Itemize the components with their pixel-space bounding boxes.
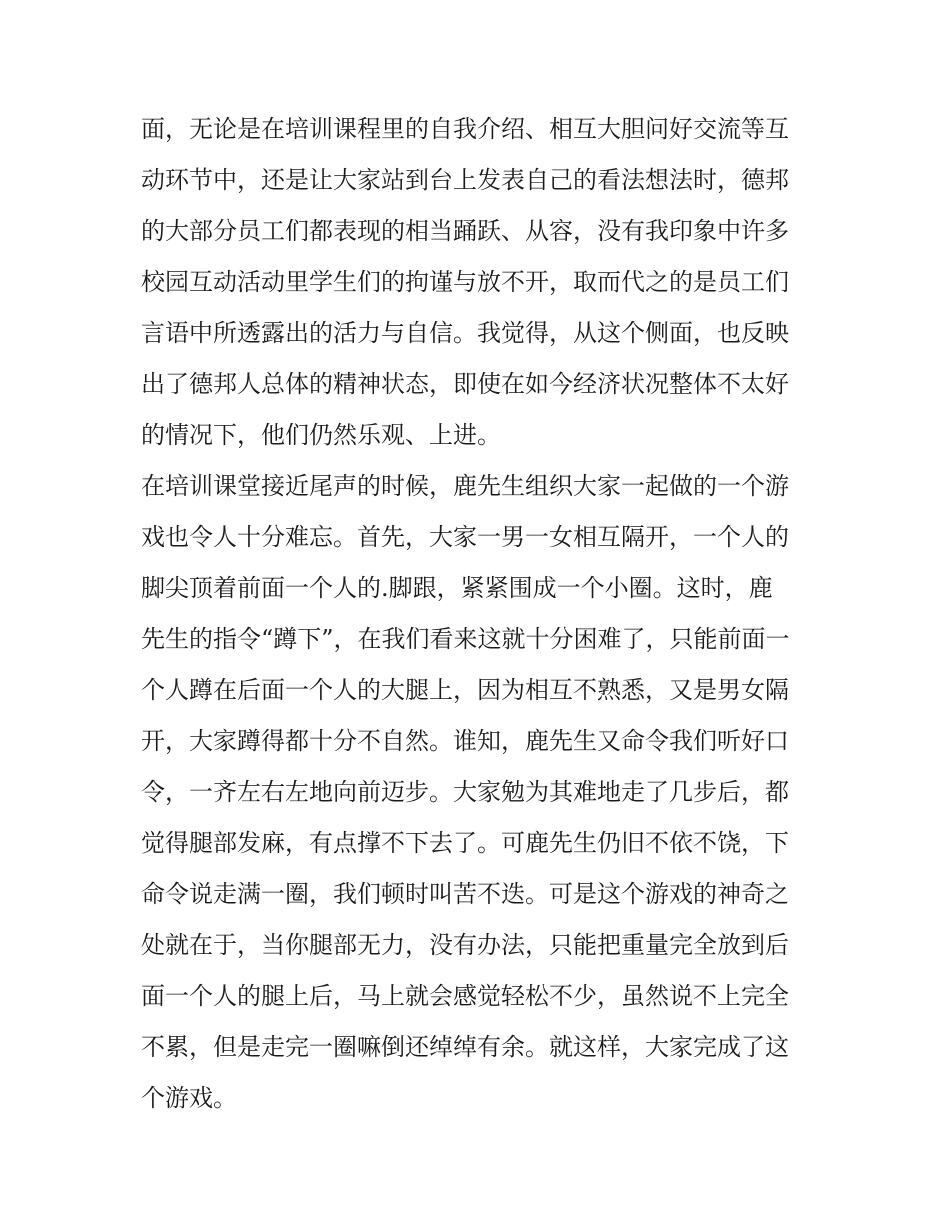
text-line: 脚尖顶着前面一个人的.脚跟，紧紧围成一个小圈。这时，鹿 xyxy=(141,574,773,602)
text-line: 出了德邦人总体的精神状态，即使在如今经济状况整体不太好 xyxy=(141,370,789,398)
text-line: 命令说走满一圈，我们顿时叫苦不迭。可是这个游戏的神奇之 xyxy=(141,880,789,908)
text-line: 面一个人的腿上后，马上就会感觉轻松不少，虽然说不上完全 xyxy=(141,982,789,1010)
text-line: 戏也令人十分难忘。首先，大家一男一女相互隔开，一个人的 xyxy=(141,523,789,551)
text-line: 先生的指令“蹲下”，在我们看来这就十分困难了，只能前面一 xyxy=(141,625,790,653)
text-line: 个游戏。 xyxy=(141,1084,237,1112)
text-line: 觉得腿部发麻，有点撑不下去了。可鹿先生仍旧不依不饶，下 xyxy=(141,829,789,857)
text-line: 校园互动活动里学生们的拘谨与放不开，取而代之的是员工们 xyxy=(141,268,789,296)
text-line: 的情况下，他们仍然乐观、上进。 xyxy=(141,421,501,449)
text-line: 动环节中，还是让大家站到台上发表自己的看法想法时，德邦 xyxy=(141,166,789,194)
document-body xyxy=(141,104,821,1124)
paragraph-2 xyxy=(141,461,821,1124)
paragraph-1 xyxy=(141,104,821,461)
text-line: 个人蹲在后面一个人的大腿上，因为相互不熟悉，又是男女隔 xyxy=(141,676,789,704)
text-line: 不累，但是走完一圈嘛倒还绰绰有余。就这样，大家完成了这 xyxy=(141,1033,789,1061)
text-line: 言语中所透露出的活力与自信。我觉得，从这个侧面，也反映 xyxy=(141,319,789,347)
text-line: 处就在于，当你腿部无力，没有办法，只能把重量完全放到后 xyxy=(141,931,789,959)
text-line: 令，一齐左右左地向前迈步。大家勉为其难地走了几步后，都 xyxy=(141,778,789,806)
text-line: 面，无论是在培训课程里的自我介绍、相互大胆问好交流等互 xyxy=(141,115,789,143)
text-line: 在培训课堂接近尾声的时候，鹿先生组织大家一起做的一个游 xyxy=(141,472,789,500)
text-line: 开，大家蹲得都十分不自然。谁知，鹿先生又命令我们听好口 xyxy=(141,727,789,755)
text-line: 的大部分员工们都表现的相当踊跃、从容，没有我印象中许多 xyxy=(141,217,789,245)
